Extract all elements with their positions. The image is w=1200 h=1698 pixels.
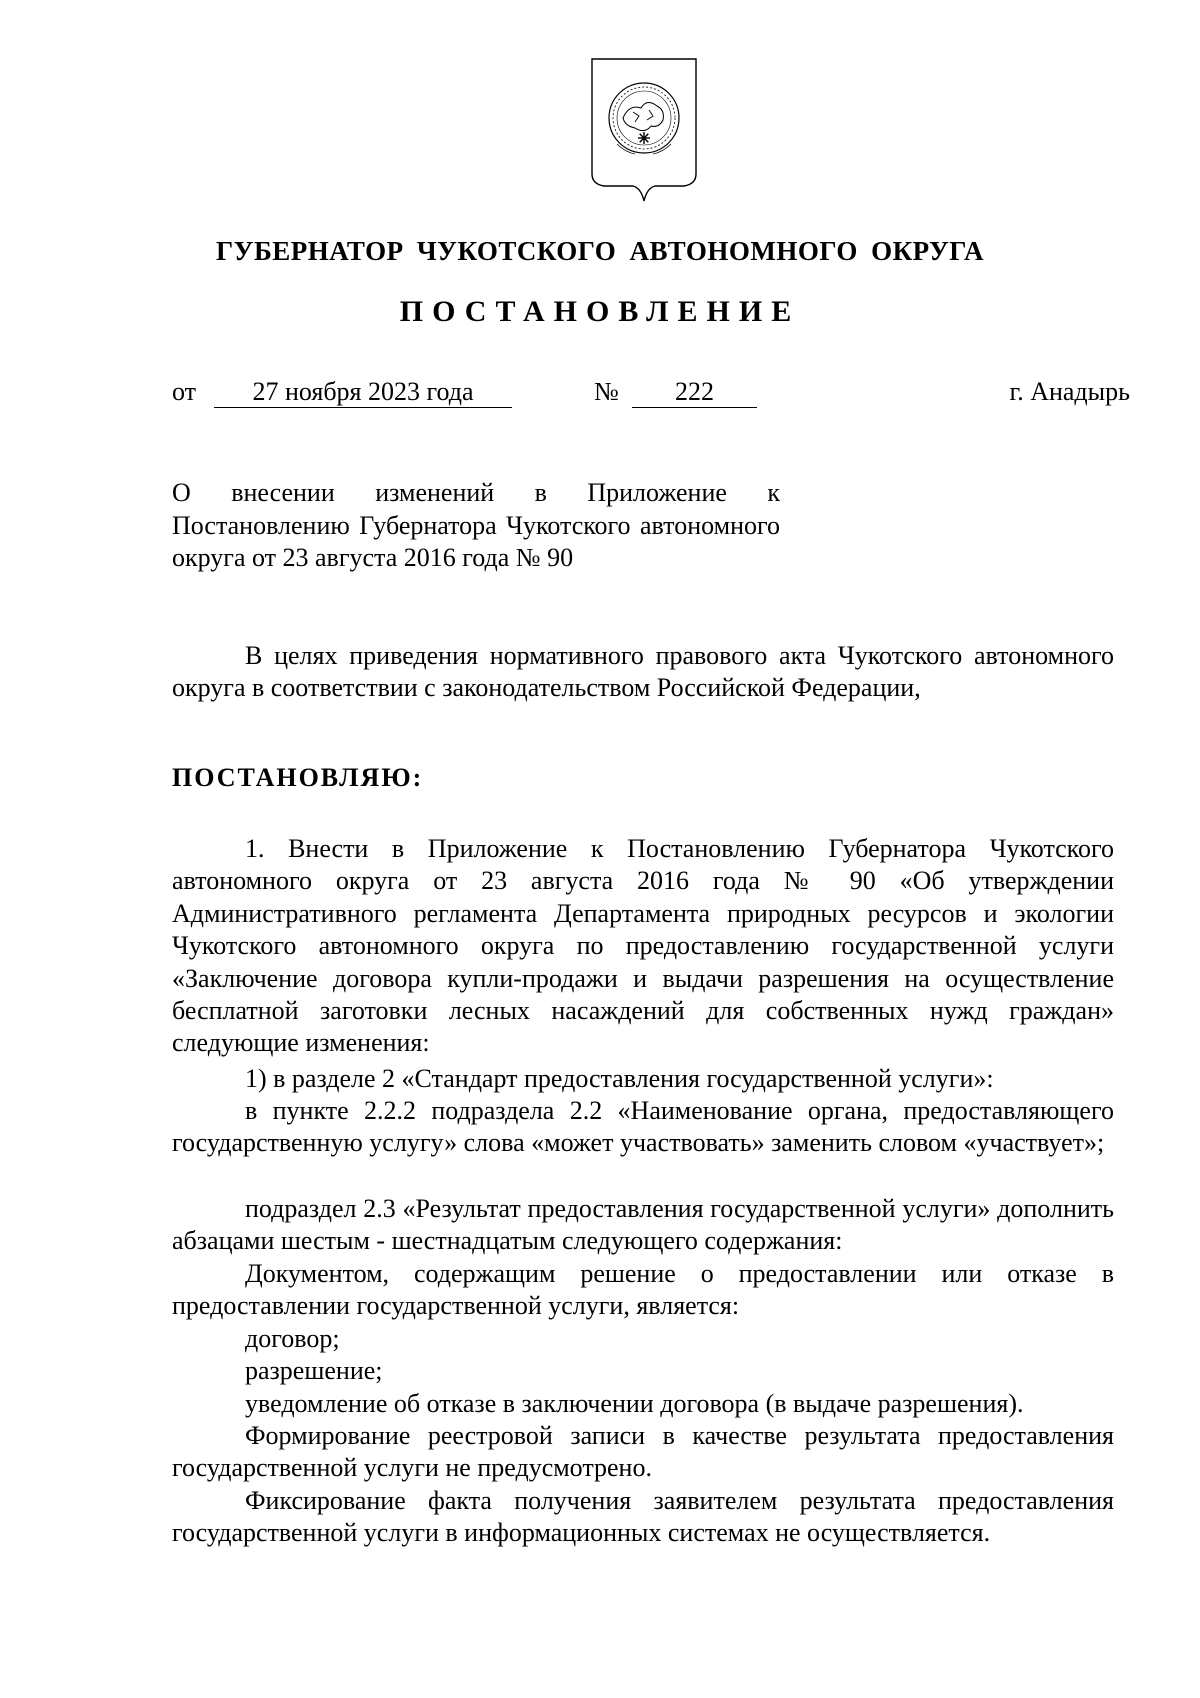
org-title: ГУБЕРНАТОР ЧУКОТСКОГО АВТОНОМНОГО ОКРУГА: [215, 236, 985, 266]
body-paragraph-9: Формирование реестровой записи в качестве результата предоставления государственной услуги не предусмотрено.: [172, 1421, 1114, 1483]
number-sign: №: [594, 377, 619, 406]
document-city: г. Анадырь: [1009, 377, 1130, 406]
document-number: 222: [632, 377, 757, 408]
decree-heading: ПОСТАНОВЛЯЮ:: [172, 763, 424, 792]
body-paragraph-2: 1) в разделе 2 «Стандарт предоставления государственной услуги»:: [245, 1064, 994, 1093]
preamble-paragraph: В целях приведения нормативного правового акта Чукотского автономного округа в соответствии с законодательством Российской Федерации,: [172, 641, 1114, 703]
body-paragraph-7: разрешение;: [245, 1356, 383, 1385]
body-paragraph-5: Документом, содержащим решение о предоставлении или отказе в предоставлении государственной услуги, является:: [172, 1259, 1114, 1321]
body-paragraph-8: уведомление об отказе в заключении договора (в выдаче разрешения).: [245, 1389, 1024, 1418]
body-paragraph-10: Фиксирование факта получения заявителем результата предоставления государственной услуги в информационных системах не осуществляется.: [172, 1486, 1114, 1548]
document-meta-row: [172, 377, 1130, 411]
document-date: 27 ноября 2023 года: [214, 377, 512, 408]
body-paragraph-4: подраздел 2.3 «Результат предоставления государственной услуги» дополнить абзацами шестым - шестнадцатым следующего содержания:: [172, 1194, 1114, 1256]
document-subject: О внесении изменений в Приложение к Постановлению Губернатора Чукотского автономного округа от 23 августа 2016 года № 90: [172, 478, 780, 572]
body-paragraph-1: 1. Внести в Приложение к Постановлению Губернатора Чукотского автономного округа от 23 августа 2016 года № 90 «Об утверждении Административного регламента Департамента природных ресурсов и экологии Чукотского автономного округа по предоставлению государственной услуги «Заключение договора купли-продажи и выдачи разрешения на осуществление бесплатной заготовки лесных насаждений для собственных нужд граждан» следующие изменения:: [172, 834, 1114, 1058]
body-paragraph-6: договор;: [245, 1324, 340, 1353]
date-prefix: от: [172, 377, 197, 406]
chukotka-coat-of-arms-icon: [589, 56, 699, 204]
body-paragraph-3: в пункте 2.2.2 подраздела 2.2 «Наименование органа, предоставляющего государственную услугу» слова «может участвовать» заменить словом «участвует»;: [172, 1096, 1114, 1158]
doc-type-title: ПОСТАНОВЛЕНИЕ: [399, 295, 801, 328]
